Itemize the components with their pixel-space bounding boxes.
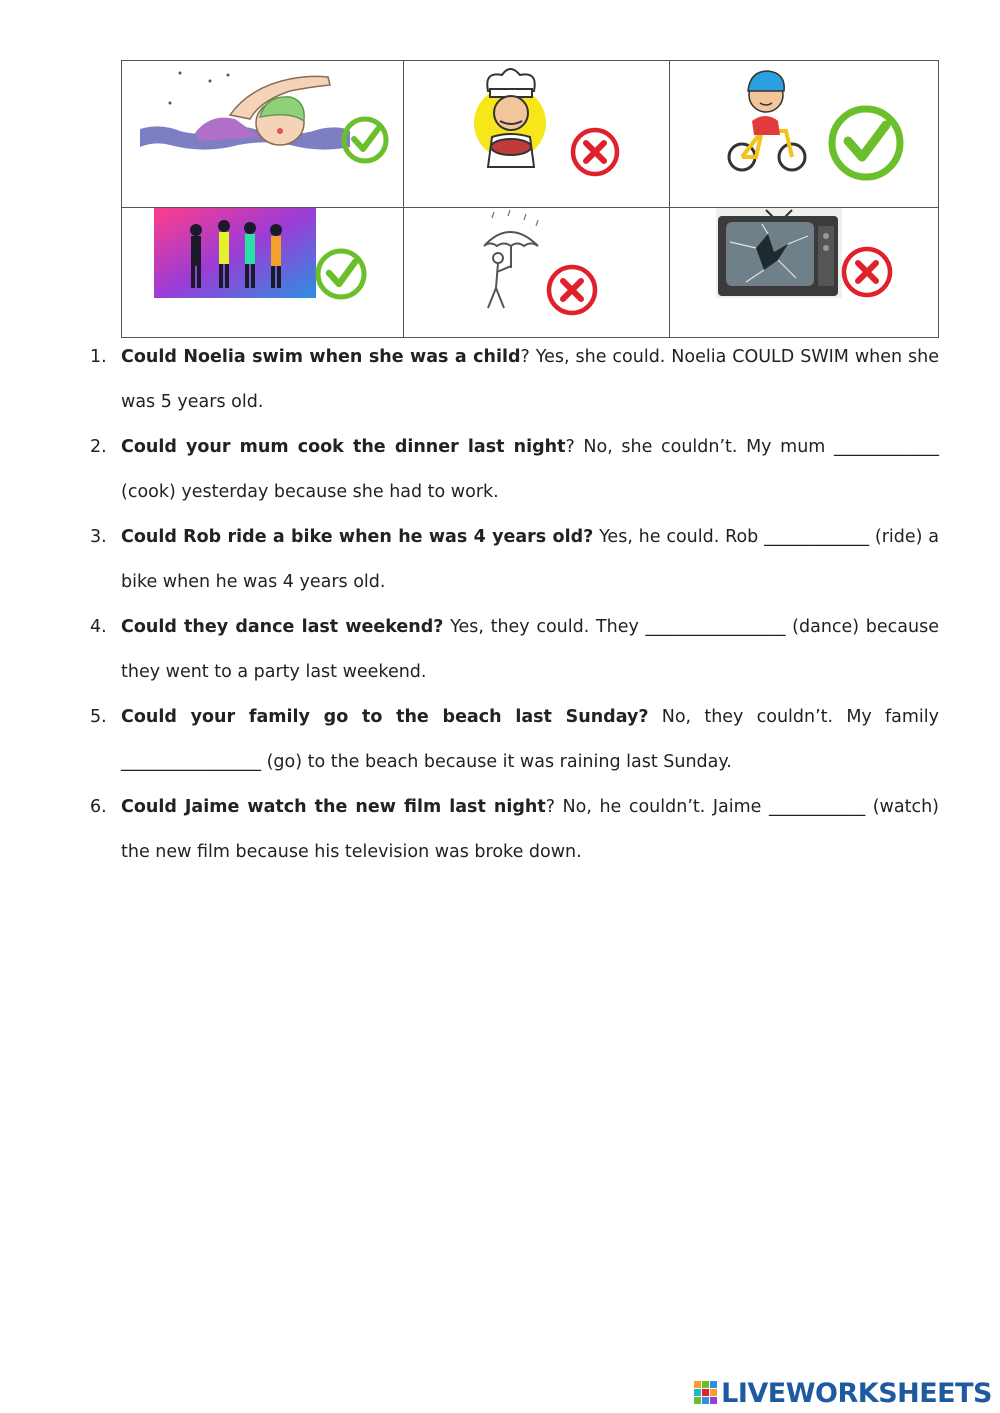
logo-text: LIVEWORKSHEETS: [721, 1377, 992, 1409]
question-number: 2.: [90, 437, 107, 457]
cross-icon: [544, 262, 600, 318]
answer-text: ? No, she couldn’t. My mum ____________ (cook) yesterday because she had to work.: [121, 437, 939, 502]
question-text: Could they dance last weekend?: [121, 617, 444, 637]
check-icon: [313, 246, 369, 302]
swimmer-picture: [140, 67, 350, 175]
cell-dance: [122, 208, 403, 338]
question-item: [90, 605, 939, 695]
dance-picture: [154, 208, 316, 298]
liveworksheets-logo-icon: [694, 1381, 718, 1405]
cross-icon: [568, 125, 622, 179]
question-text: Could Rob ride a bike when he was 4 years old?: [121, 527, 594, 547]
cross-icon: [839, 244, 895, 300]
question-number: 1.: [90, 347, 107, 367]
question-text: Could Jaime watch the new film last night: [121, 797, 546, 817]
answer-text: ? No, he couldn’t. Jaime ___________ (watch) the new film because his television was broke down.: [121, 797, 939, 862]
question-item: [90, 335, 939, 425]
question-text: Could your family go to the beach last Sunday?: [121, 707, 649, 727]
check-icon: [826, 103, 906, 183]
question-number: 4.: [90, 617, 107, 637]
cell-tv: [670, 208, 938, 338]
question-text: Could your mum cook the dinner last night: [121, 437, 566, 457]
question-number: 3.: [90, 527, 107, 547]
cell-swim: [122, 61, 403, 207]
questions-list: [90, 335, 939, 875]
answer-text: Yes, they could. They ________________ (dance) because they went to a party last weekend.: [121, 617, 939, 682]
question-number: 6.: [90, 797, 107, 817]
answer-text: Yes, he could. Rob ____________ (ride) a bike when he was 4 years old.: [121, 527, 939, 592]
check-icon: [340, 115, 390, 165]
activity-grid: [121, 60, 939, 338]
question-text: Could Noelia swim when she was a child: [121, 347, 521, 367]
chef-picture: [454, 61, 570, 179]
question-item: [90, 785, 939, 875]
question-number: 5.: [90, 707, 107, 727]
answer-text: No, they couldn’t. My family ________________ (go) to the beach because it was raining last Sunday.: [121, 707, 940, 772]
bike-picture: [726, 65, 808, 175]
umbrella-picture: [476, 208, 548, 316]
question-item: [90, 695, 939, 785]
broken-tv-picture: [716, 208, 842, 298]
question-item: [90, 425, 939, 515]
answer-text: ? Yes, she could. Noelia COULD SWIM when she was 5 years old.: [121, 347, 939, 412]
cell-bike: [670, 61, 938, 207]
cell-rain: [404, 208, 669, 338]
cell-cook: [404, 61, 669, 207]
question-item: [90, 515, 939, 605]
liveworksheets-logo: [694, 1376, 992, 1410]
